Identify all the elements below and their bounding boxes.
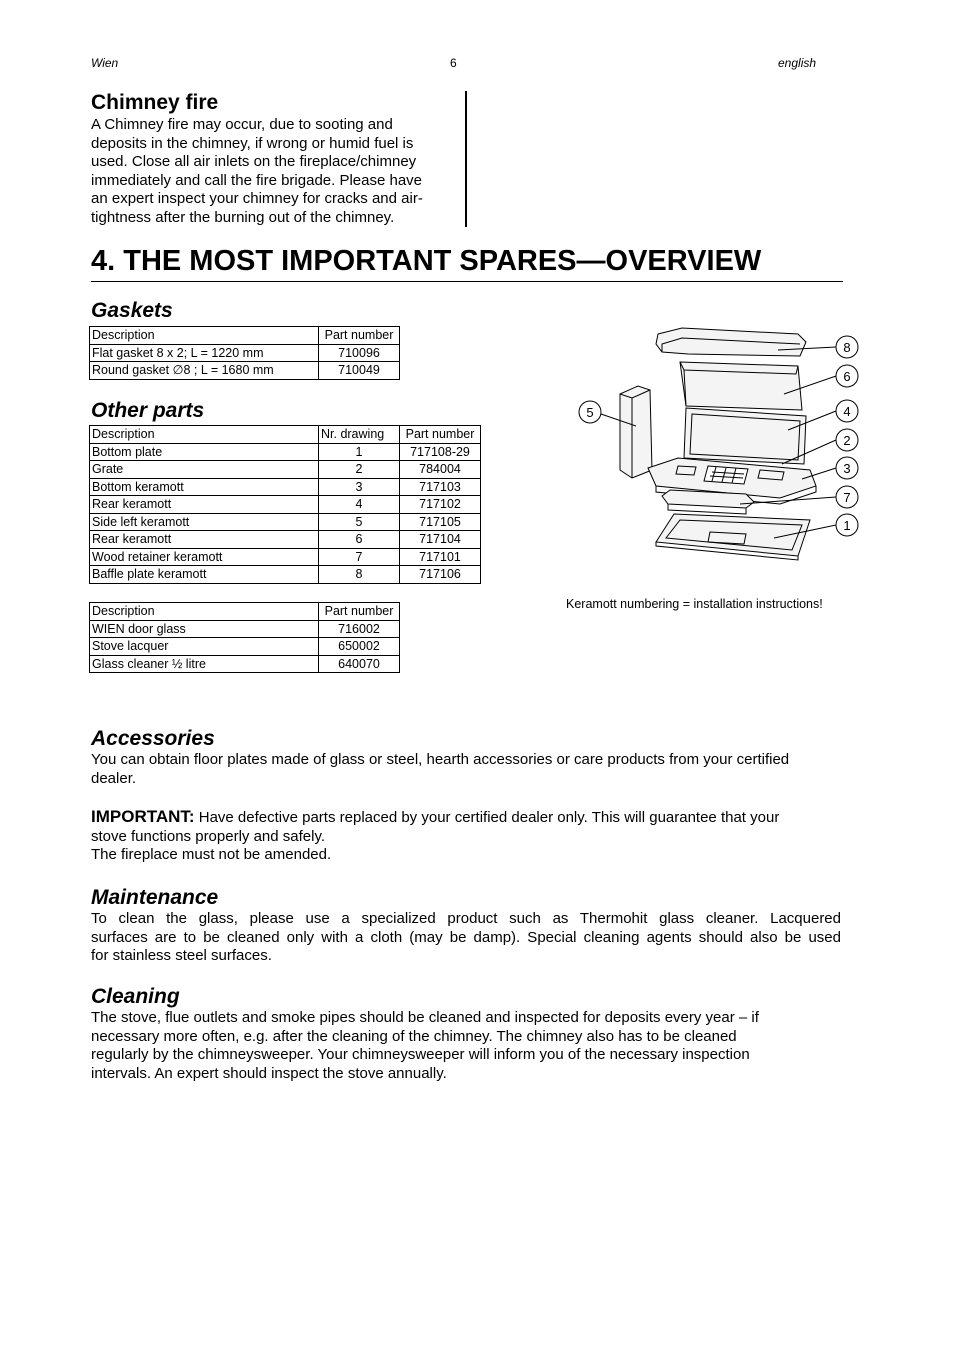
table-cell: 717102 <box>400 496 481 514</box>
chimney-fire-title: Chimney fire <box>91 91 219 114</box>
part-baffle-plate <box>656 328 806 356</box>
part-rear-keramott-upper <box>680 362 802 410</box>
part-bottom-plate <box>656 514 810 560</box>
callout-label: 3 <box>843 461 851 476</box>
table-cell: 717105 <box>400 513 481 531</box>
callout-label: 6 <box>843 369 851 384</box>
callout-label: 4 <box>843 404 851 419</box>
table-cell: WIEN door glass <box>90 620 319 638</box>
text-line: necessary more often, e.g. after the cleaning of the chimney. The chimney also has to be cleaned <box>91 1027 737 1045</box>
table-row <box>90 461 481 479</box>
callout-5 <box>579 401 601 423</box>
table-cell: 717108-29 <box>400 443 481 461</box>
part-wood-retainer <box>662 490 754 514</box>
table-cell: Flat gasket 8 x 2; L = 1220 mm <box>90 344 319 362</box>
table-row <box>90 638 400 656</box>
table-cell: 4 <box>319 496 400 514</box>
text-line: for stainless steel surfaces. <box>91 947 272 964</box>
table-cell: Baffle plate keramott <box>90 566 319 584</box>
text-line: The fireplace must not be amended. <box>91 846 332 863</box>
text-line: used. Close all air inlets on the fireplace/chimney <box>91 153 417 170</box>
table-header-row <box>90 603 400 621</box>
table-row <box>90 655 400 673</box>
spares-exploded-diagram <box>570 320 870 580</box>
other-parts-table <box>89 425 481 584</box>
maintenance-title: Maintenance <box>91 886 219 909</box>
table-cell: Wood retainer keramott <box>90 548 319 566</box>
table-header-cell: Description <box>90 426 319 444</box>
table-row <box>90 478 481 496</box>
callout-label: 2 <box>843 433 851 448</box>
table-cell: Glass cleaner ½ litre <box>90 655 319 673</box>
table-header-row <box>90 426 481 444</box>
accessories-text <box>91 751 843 788</box>
table-header-cell: Part number <box>400 426 481 444</box>
table-header-cell: Description <box>90 603 319 621</box>
callout-label: 1 <box>843 518 851 533</box>
gaskets-title: Gaskets <box>91 299 173 322</box>
table-cell: 7 <box>319 548 400 566</box>
table-row <box>90 620 400 638</box>
table-cell: 784004 <box>400 461 481 479</box>
table-cell: 710096 <box>319 344 400 362</box>
callout-3 <box>836 457 858 479</box>
part-side-left-keramott <box>620 386 652 478</box>
text-line: intervals. An expert should inspect the stove annually. <box>91 1064 447 1082</box>
table-cell: 6 <box>319 531 400 549</box>
section-title: 4. THE MOST IMPORTANT SPARES—OVERVIEW <box>91 245 762 277</box>
other-parts-title: Other parts <box>91 399 205 422</box>
cleaning-section <box>91 985 843 1083</box>
table-cell: 717103 <box>400 478 481 496</box>
callout-8 <box>836 336 858 358</box>
table-cell: 8 <box>319 566 400 584</box>
text-line: The stove, flue outlets and smoke pipes should be cleaned and inspected for deposits every year – if <box>91 1009 759 1026</box>
maintenance-section <box>91 886 841 966</box>
table-cell: Rear keramott <box>90 531 319 549</box>
gaskets-table <box>89 326 400 380</box>
table-row <box>90 443 481 461</box>
text-line: To clean the glass, please use a specialized product such as Thermohit glass cleaner. Lacquered <box>91 910 841 927</box>
column-divider <box>465 91 467 227</box>
text-line: surfaces are to be cleaned only with a cloth (may be damp). Special cleaning agents should also be used <box>91 928 841 946</box>
accessories-title: Accessories <box>91 727 215 750</box>
table-header-cell: Part number <box>319 603 400 621</box>
header-right: english <box>778 56 817 70</box>
page-number: 6 <box>450 56 457 70</box>
maintenance-text <box>91 910 841 966</box>
table-cell: Stove lacquer <box>90 638 319 656</box>
accessories-section <box>91 727 843 788</box>
table-row <box>90 548 481 566</box>
table-cell: 1 <box>319 443 400 461</box>
callout-2 <box>836 429 858 451</box>
table-cell: 716002 <box>319 620 400 638</box>
text-line: an expert inspect your chimney for cracks and air- <box>91 190 423 207</box>
table-cell: 717106 <box>400 566 481 584</box>
table-row <box>90 513 481 531</box>
table-cell: 5 <box>319 513 400 531</box>
text-line: stove functions properly and safely. <box>91 827 326 845</box>
important-note <box>91 808 843 865</box>
header-left: Wien <box>91 56 119 70</box>
text-line: A Chimney fire may occur, due to sooting and <box>91 116 393 133</box>
callout-6 <box>836 365 858 387</box>
text-line: You can obtain floor plates made of glass or steel, hearth accessories or care products from your certified <box>91 751 790 768</box>
table-cell: Bottom keramott <box>90 478 319 496</box>
text-line: regularly by the chimneysweeper. Your chimneysweeper will inform you of the necessary inspection <box>91 1046 750 1063</box>
text-line: dealer. <box>91 769 137 787</box>
table-cell: 640070 <box>319 655 400 673</box>
table-row <box>90 344 400 362</box>
table-cell: Grate <box>90 461 319 479</box>
table-row <box>90 362 400 380</box>
table-cell: Round gasket ∅8 ; L = 1680 mm <box>90 362 319 380</box>
cleaning-text <box>91 1009 843 1083</box>
section-heading <box>91 244 843 282</box>
chimney-fire-text <box>91 116 461 227</box>
text-line: tightness after the burning out of the chimney. <box>91 208 395 226</box>
callout-4 <box>836 400 858 422</box>
text-line: immediately and call the fire brigade. Please have <box>91 171 423 189</box>
table-row <box>90 531 481 549</box>
important-label: IMPORTANT: <box>91 807 195 826</box>
table-cell: 717101 <box>400 548 481 566</box>
callout-7 <box>836 486 858 508</box>
callout-label: 5 <box>586 405 594 420</box>
text-line: deposits in the chimney, if wrong or humid fuel is <box>91 134 414 152</box>
chimney-fire-section <box>91 91 461 227</box>
callout-label: 8 <box>843 340 851 355</box>
table-cell: 710049 <box>319 362 400 380</box>
cleaning-title: Cleaning <box>91 985 180 1008</box>
misc-parts-table <box>89 602 400 673</box>
table-cell: Bottom plate <box>90 443 319 461</box>
table-cell: Rear keramott <box>90 496 319 514</box>
table-row <box>90 496 481 514</box>
callout-1 <box>836 514 858 536</box>
table-row <box>90 566 481 584</box>
table-header-cell: Part number <box>319 327 400 345</box>
table-cell: 3 <box>319 478 400 496</box>
callout-label: 7 <box>843 490 851 505</box>
table-header-cell: Nr. drawing <box>319 426 400 444</box>
table-header-cell: Description <box>90 327 319 345</box>
part-rear-keramott <box>684 408 806 464</box>
table-cell: Side left keramott <box>90 513 319 531</box>
table-cell: 717104 <box>400 531 481 549</box>
diagram-caption: Keramott numbering = installation instructions! <box>566 597 823 611</box>
table-cell: 650002 <box>319 638 400 656</box>
table-header-row <box>90 327 400 345</box>
table-cell: 2 <box>319 461 400 479</box>
important-text: Have defective parts replaced by your certified dealer only. This will guarantee that your <box>194 809 780 826</box>
text-line <box>91 808 843 828</box>
